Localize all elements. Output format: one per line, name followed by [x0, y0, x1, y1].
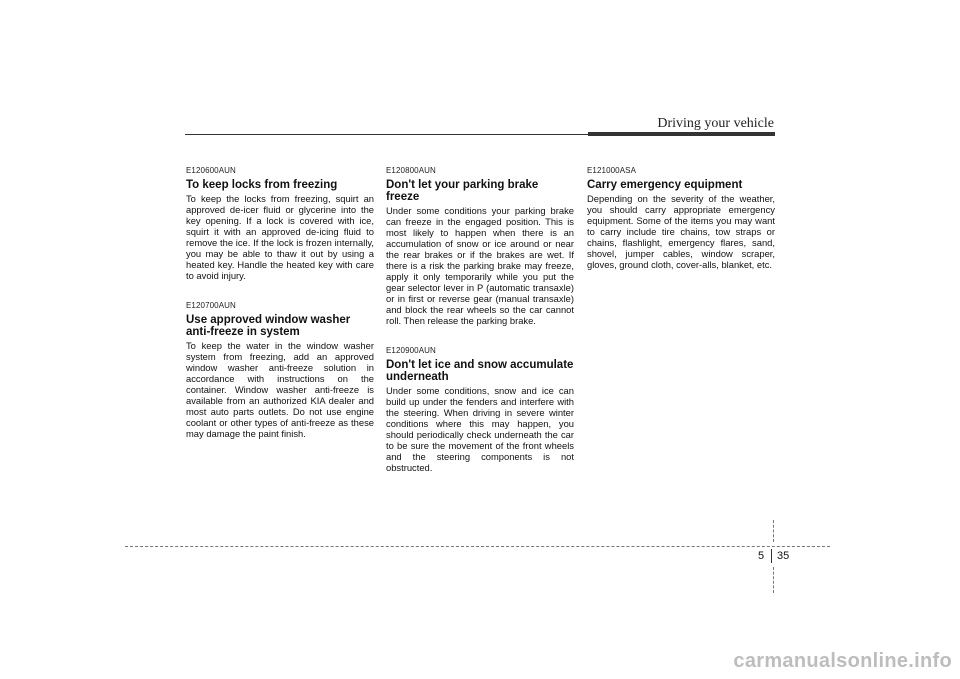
section-code: E120800AUN [386, 166, 436, 175]
section-ice-snow [386, 346, 574, 473]
section-body: To keep the water in the window washer system from freezing, add an approved window washer anti-freeze solution in accordance with instructions on the container. Window washer anti-freeze is available from an authorized KIA dealer and most auto parts outlets. Do not use engine coolant or other types of anti-freeze as these may damage the paint finish. [186, 340, 374, 439]
section-heading: Use approved window washer anti-freeze in system [186, 314, 351, 338]
section-heading: To keep locks from freezing [186, 179, 338, 191]
section-heading: Don't let ice and snow accumulate underneath [386, 359, 574, 383]
section-code: E120600AUN [186, 166, 236, 175]
header-rule-accent [588, 132, 775, 136]
header-title: Driving your vehicle [657, 116, 774, 131]
section-body: Depending on the severity of the weather, you should carry appropriate emergency equipment. Some of the items you may want to carry include tire chains, tow straps or chains, flashlight, emergency flares, sand, shovel, jumper cables, window scraper, gloves, ground cloth, cover-alls, blanket, etc. [587, 193, 775, 270]
section-code: E121000ASA [587, 166, 637, 175]
watermark: carmanualsonline.info [733, 650, 952, 672]
column-1 [186, 166, 374, 459]
page-number: 35 [777, 550, 790, 562]
page-number-separator [771, 549, 772, 563]
section-locks [186, 166, 374, 281]
section-code: E120900AUN [386, 346, 436, 355]
section-body: Under some conditions, snow and ice can build up under the fenders and interfere with the steering. When driving in severe winter conditions where this may happen, you should periodically check underneath the car to be sure the movement of the front wheels and the steering components is not obstructed. [386, 385, 574, 473]
footer-vertical-rule-bottom [773, 567, 774, 593]
section-heading: Don't let your parking brake freeze [386, 179, 539, 203]
footer-vertical-rule-top [773, 520, 774, 542]
column-3 [587, 166, 775, 290]
footer-rule [125, 546, 830, 547]
section-parking-brake [386, 166, 574, 326]
section-heading: Carry emergency equipment [587, 179, 743, 191]
chapter-number: 5 [758, 550, 765, 562]
section-emergency-equipment [587, 166, 775, 270]
section-code: E120700AUN [186, 301, 236, 310]
section-body: To keep the locks from freezing, squirt an approved de-icer fluid or glycerine into the key opening. If a lock is covered with ice, squirt it with an approved de-icing fluid to remove the ice. If the lock is frozen internally, you may be able to thaw it out by using a heated key. Handle the heated key with care to avoid injury. [186, 193, 374, 281]
section-body: Under some conditions your parking brake can freeze in the engaged position. This is most likely to happen when there is an accumulation of snow or ice around or near the rear brakes or if the brakes are wet. If there is a risk the parking brake may freeze, apply it only temporarily while you put the gear selector lever in P (automatic transaxle) or in first or reverse gear (manual transaxle) and block the rear wheels so the car cannot roll. Then release the parking brake. [386, 205, 574, 326]
column-2 [386, 166, 574, 493]
section-washer [186, 301, 374, 439]
